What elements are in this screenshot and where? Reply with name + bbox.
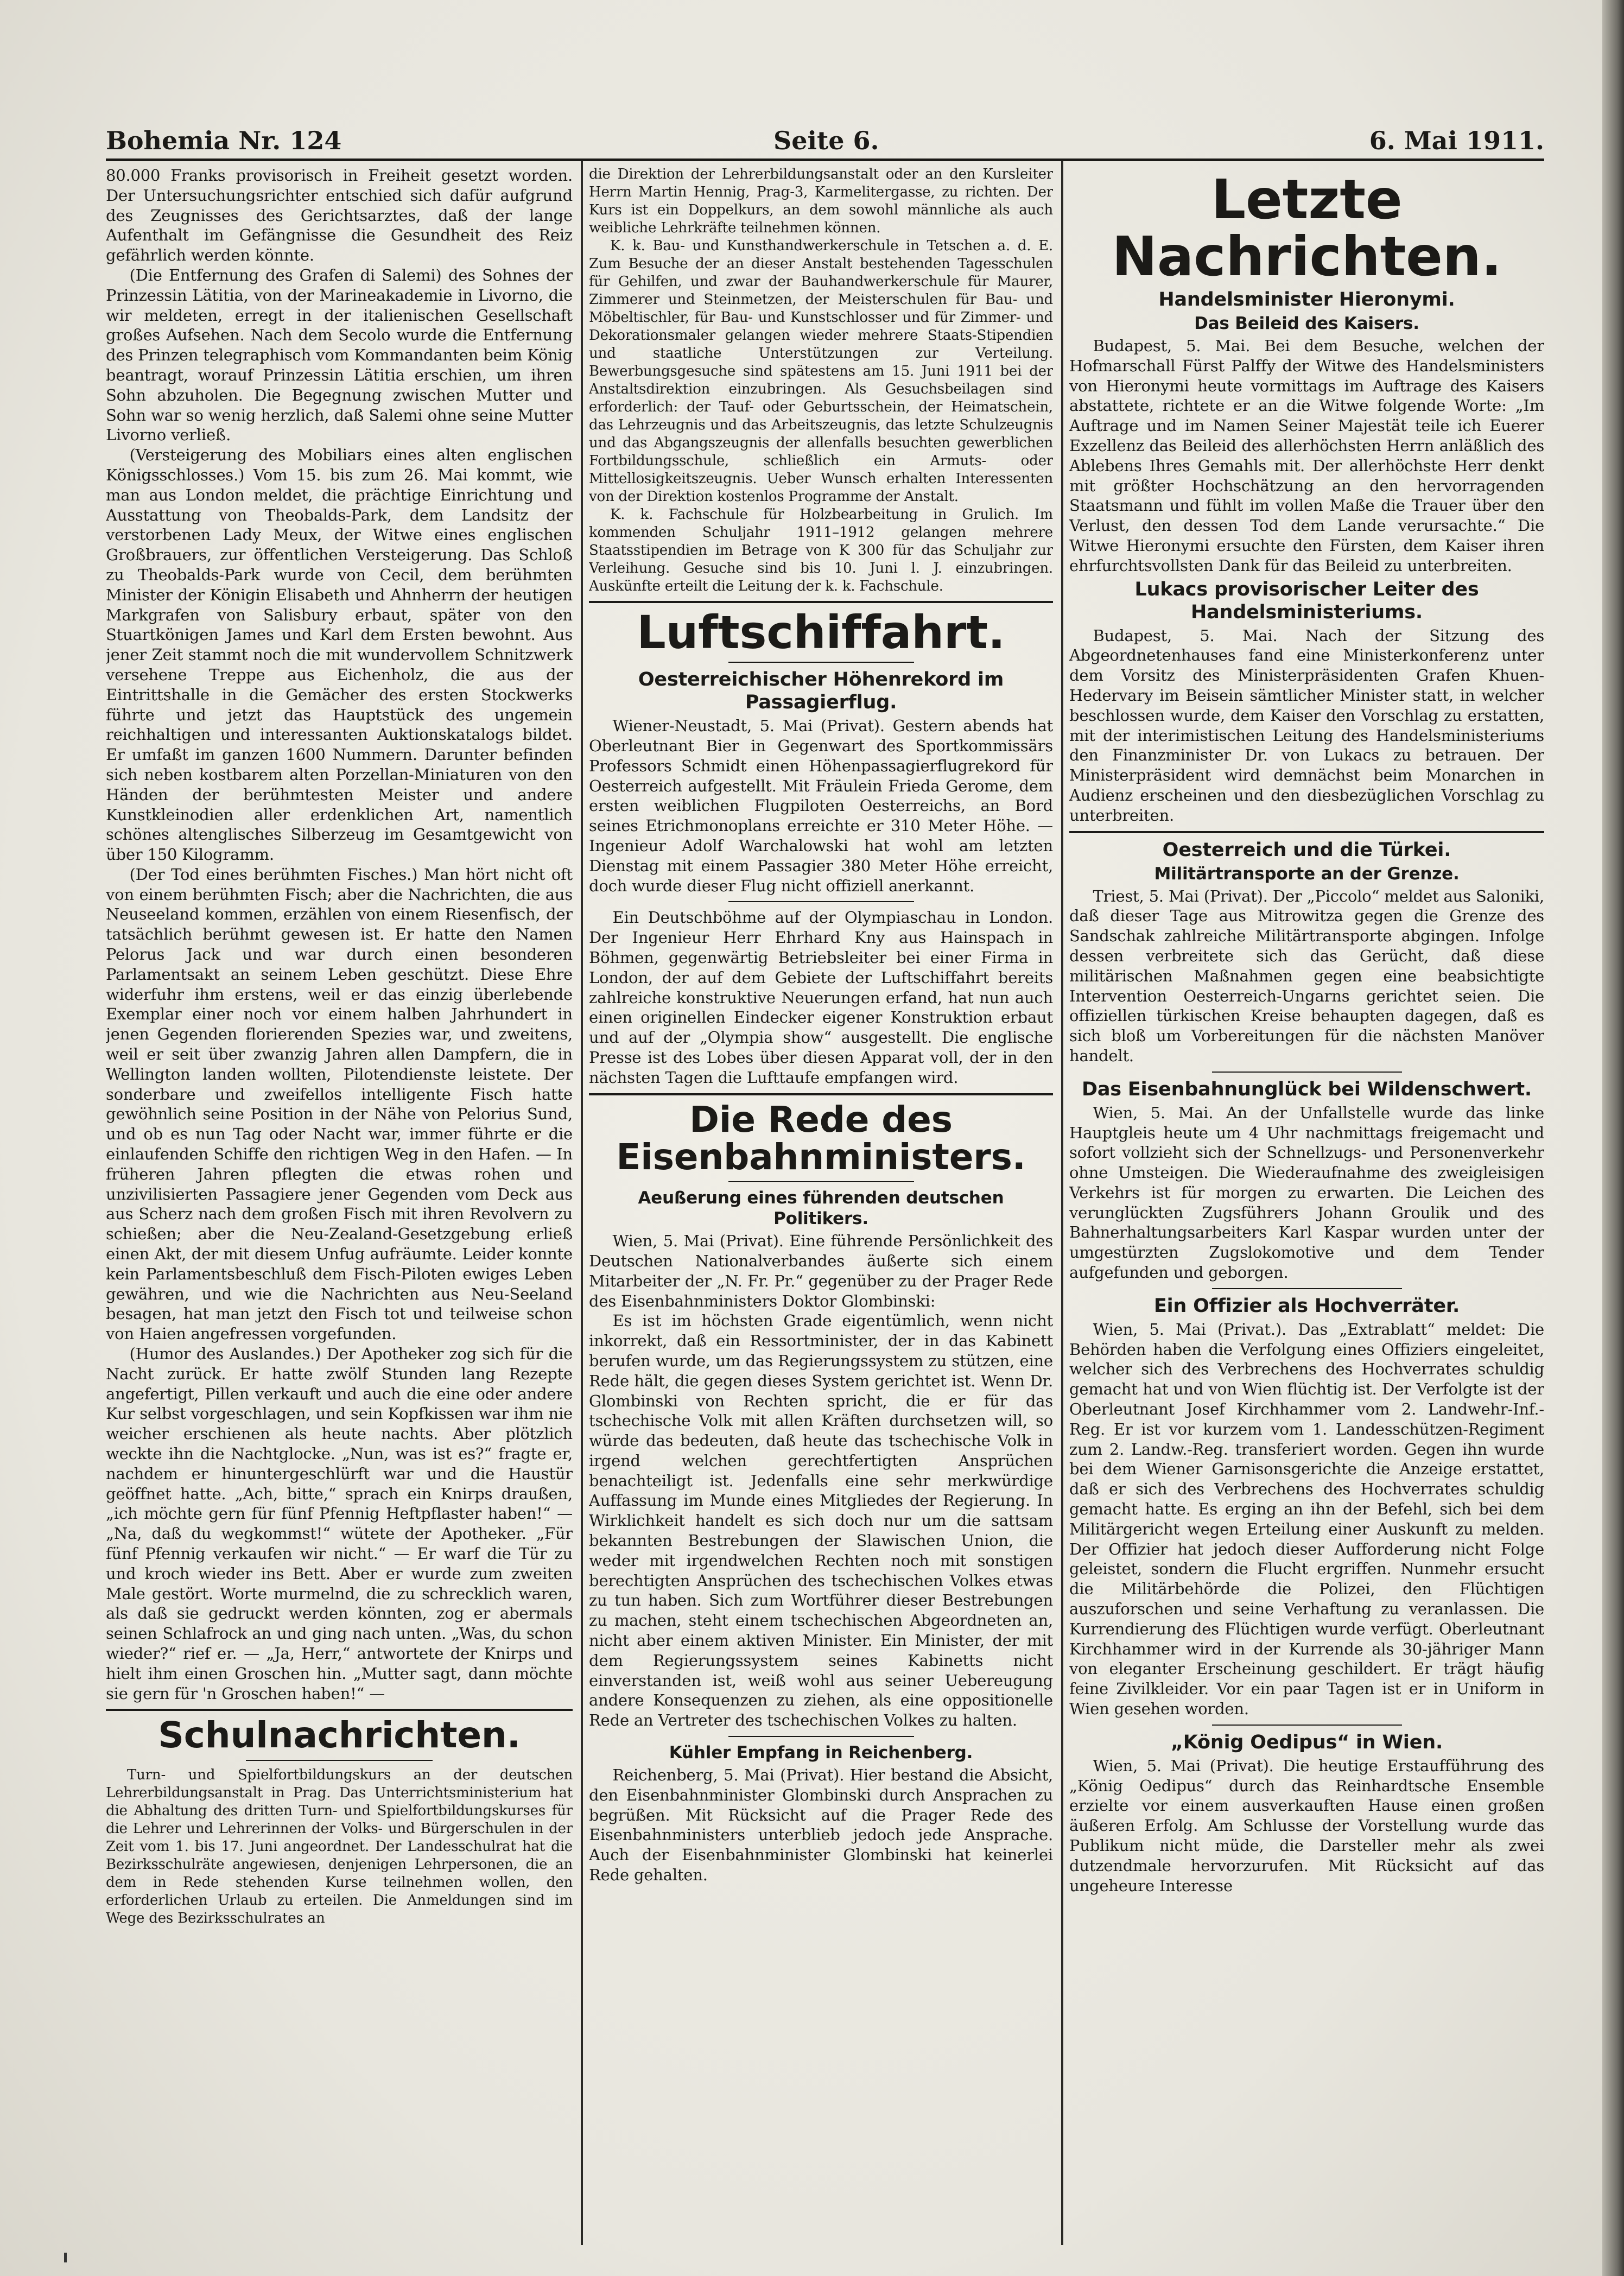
header-rule xyxy=(106,159,1544,161)
article-headline: Das Eisenbahnunglück bei Wildenschwert. xyxy=(1082,1078,1532,1100)
article-paragraph: Es ist im höchsten Grade eigentümlich, wenn nicht inkorrekt, daß ein Ressortminister, der in das Kabinett berufen wurde, um das Regierungssystem zu stützen, eine Rede hält, die gegen dieses System gerichtet ist. Wenn Dr. Glombinski von Rechten spricht, die er für das tschechische Volk mit allen Kräften durchsetzen will, so würde das bedeuten, daß heute das tschechische Volk in irgend welchen gerechtfertigten Ansprüchen benachteiligt ist. Jedenfalls eine sehr merkwürdige Auffassung im Munde eines Mitgliedes der Regierung. In Wirklichkeit handelt es sich doch nur um die sattsam bekannten Bestrebungen der Slawischen Union, die weder mit irgendwelchen Rechten noch mit sonstigen berechtigten Ansprüchen des tschechischen Volkes etwas zu tun haben. Sich zum Wortführer dieser Bestrebungen zu machen, steht einem tschechischen Abgeordneten an, nicht aber einem aktiven Minister. Ein Minister, der mit dem Regierungssystem seines Kabinetts nicht einverstanden ist, weiß wohl aus seiner Uebereugung andere Konsequenzen zu ziehen, als eine oppositionelle Rede an Vertreter des tschechischen Volkes zu halten. xyxy=(589,1311,1053,1730)
article-paragraph: die Direktion der Lehrerbildungsanstalt oder an den Kursleiter Herrn Martin Hennig, Prag-3, Karmelitergasse, zu richten. Der Kurs ist ein Doppelkurs, an dem sowohl männliche als auch weibliche Lehrkräfte teilnehmen können. xyxy=(589,166,1053,236)
article-paragraph: (Humor des Auslandes.) Der Apotheker zog sich für die Nacht zurück. Er hatte zwölf Stunden lang Rezepte angefertigt, Pillen verkauft und auch die eine oder andere Kur selbst vorgeschlagen, und sein Kopfkissen war ihm nie weicher erschienen als heute nachts. Aber plötzlich weckte ihn die Nachtglocke. „Nun, was ist es?“ fragte er, nachdem er hinuntergeschlürft war und die Haustür geöffnet hatte. „Ach, bitte,“ sprach ein Knirps draußen, „ich möchte gern für fünf Pfennig Heftpflaster haben!“ — „Na, daß du wegkommst!“ wütete der Apotheker. „Für fünf Pfennig verkaufen wir nicht.“ — Er warf die Tür zu und kroch wieder ins Bett. Aber er wurde zum zweiten Male gestört. Worte murmelnd, die zu schrecklich waren, als daß sie gedruckt werden könnten, zog er abermals seinen Schlafrock an und ging nach unten. „Was, du schon wieder?“ rief er. — „Ja, Herr,“ antwortete der Knirps und hielt ihm einen Groschen hin. „Mutter sagt, dann möchte sie gern für 'n Groschen haben!“ — xyxy=(106,1345,573,1703)
article-paragraph: (Der Tod eines berühmten Fisches.) Man hört nicht oft von einem berühmten Fisch; aber die Nachrichten, die aus Neuseeland kommen, erzählen von einem Riesenfisch, der tatsächlich berühmt gewesen ist. Er hatte den Namen Pelorus Jack und war durch einen besonderen Parlamentsakt an seinem Leben geschützt. Diese Ehre widerfuhr ihm erstens, weil er das einzig überlebende Exemplar einer noch vor einem halben Jahrhundert in jenen Gegenden florierenden Spezies war, und zweitens, weil er seit über zwanzig Jahren allen Dampfern, die in Wellington landen wollten, Pilotendienste leistete. Der sonderbare und zweifellos intelligente Fisch hatte gewöhnlich seine Position in der Nähe von Pelorius Sund, und ob es nun Tag oder Nacht war, immer führte er die einlaufenden Schiffe den richtigen Weg in den Hafen. — In früheren Jahren pflegten die etwas rohen und unzivilisierten Passagiere jener Gegenden vom Deck aus aus Scherz nach dem großen Fisch mit ihren Revolvern zu schießen; aber die Neu-Zealand-Gesetzgebung erließ einen Akt, der mit diesem Unfug aufräumte. Leider konnte kein Parlamentsbeschluß dem Fisch-Piloten ewiges Leben gewähren, und wie die Nachrichten aus Neu-Seeland besagen, hat man jetzt den Fisch tot und teilweise schon von Haien angefressen vorgefunden. xyxy=(106,865,573,1343)
header-date: 6. Mai 1911. xyxy=(1369,126,1544,155)
section-rule-short xyxy=(728,1736,914,1737)
scan-edge xyxy=(1602,0,1624,2276)
article-subheadline: Das Beileid des Kaisers. xyxy=(1194,314,1419,333)
article-paragraph: (Die Entfernung des Grafen di Salemi) des Sohnes der Prinzessin Lätitia, von der Marineakademie in Livorno, die wir meldeten, erregt in der italienischen Gesellschaft großes Aufsehen. Nach dem Secolo wurde die Entfernung des Prinzen telegraphisch vom Kommandanten beim König beantragt, worauf Prinzessin Lätitia erschien, um ihren Sohn abzuholen. Die Begegnung zwischen Mutter und Sohn war so wenig herzlich, daß Salemi ohne seine Mutter Livorno verließ. xyxy=(106,265,573,445)
article-headline: „König Oedipus“ in Wien. xyxy=(1170,1731,1443,1753)
section-rule-short xyxy=(1212,1288,1402,1289)
section-title-schulnachrichten: Schulnachrichten. xyxy=(158,1714,521,1757)
column-divider-2 xyxy=(1061,161,1063,2245)
article-headline: Ein Offizier als Hochverräter. xyxy=(1153,1295,1460,1317)
section-rule xyxy=(1069,831,1544,833)
article-paragraph: Wien, 5. Mai (Privat.). Das „Extrablatt“ meldet: Die Behörden haben die Verfolgung eines Offiziers eingeleitet, welcher sich des Verbrechens des Hochverrates schuldig gemacht hat und von Wien flüchtig ist. Der Verfolgte ist der Oberleutnant Josef Kirchhammer vom 2. Landwehr-Inf.-Reg. Er ist vor kurzem vom 1. Landesschützen-Regiment zum 2. Landw.-Reg. transferiert worden. Gegen ihn wurde bei dem Wiener Garnisonsgerichte die Anzeige erstattet, daß er sich des Verbrechens des Hochverrates schuldig gemacht hatte. Es erging an ihn der Befehl, sich bei dem Militärgericht wegen Erteilung einer Auskunft zu melden. Der Offizier hat jedoch dieser Aufforderung nicht Folge geleistet, sondern die Flucht ergriffen. Nunmehr ersucht die Militärbehörde die Polizei, den Flüchtigen auszuforschen und seine Verhaftung zu veranlassen. Die Kurrendierung des Flüchtigen wurde verfügt. Oberleutnant Kirchhammer wird in der Kurrende als 30-jähriger Mann von eleganter Erscheinung geschildert. Er trägt häufig feine Zivilkleider. Vor ein paar Tagen ist er in Uniform in Wien gesehen worden. xyxy=(1069,1320,1544,1719)
section-rule-short xyxy=(1212,1725,1402,1726)
article-paragraph: Wien, 5. Mai (Privat). Eine führende Persönlichkeit des Deutschen Nationalverbandes äußerte sich einem Mitarbeiter der „N. Fr. Pr.“ gegenüber zu der Prager Rede des Eisenbahnministers Doktor Glombinski: xyxy=(589,1232,1053,1310)
section-rule xyxy=(106,1709,573,1711)
article-paragraph: (Versteigerung des Mobiliars eines alten englischen Königsschlosses.) Vom 15. bis zum 26. Mai kommt, wie man aus London meldet, die prächtige Einrichtung und Ausstattung von Theobalds-Park, dem Landsitz der verstorbenen Lady Meux, der Witwe eines englischen Großbrauers, zur öffentlichen Versteigerung. Das Schloß zu Theobalds-Park wurde von Cecil, dem berühmten Minister der Königin Elisabeth und Ahnherrn der heutigen Markgrafen von Salisbury erbaut, später von den Stuartkönigen James und Karl dem Ersten bewohnt. Aus jener Zeit stammt noch die mit wundervollem Schnitzwerk versehene Treppe aus Eichenholz, die aus der Eintrittshalle in die Gemächer des ersten Stockwerks führte und jetzt das Hauptstück des ungemein reichhaltigen und interessanten Auktionskatalogs bildet. Er umfaßt im ganzen 1600 Nummern. Darunter befinden sich neben kostbarem alten Porzellan-Miniaturen von den Händen der berühmtesten Meister und andere Kunstkleinodien aller erdenklichen Art, namentlich schönes altenglisches Silberzeug im Gesamtgewicht von über 150 Kilogramm. xyxy=(106,446,573,864)
article-headline: Kühler Empfang in Reichenberg. xyxy=(669,1743,973,1763)
section-title-luftschiffahrt: Luftschiffahrt. xyxy=(637,606,1005,659)
section-rule xyxy=(589,1093,1053,1095)
section-rule xyxy=(589,601,1053,603)
article-paragraph: Triest, 5. Mai (Privat). Der „Piccolo“ meldet aus Saloniki, daß dieser Tage aus Mitrowitza gegen die Grenze des Sandschak zahlreiche Militärtransporte abgingen. Infolge dessen verbreitete sich das Gerücht, daß diese militärischen Maßnahmen gegen eine beabsichtigte Intervention Oesterreich-Ungarns gerichtet seien. Die offiziellen türkischen Kreise behaupten dagegen, daß es sich bloß um Vorbereitungen für die nächsten Manöver handelt. xyxy=(1069,886,1544,1065)
section-rule-short xyxy=(246,1760,433,1761)
article-headline: Oesterreichischer Höhenrekord im Passagierflug. xyxy=(638,669,1004,714)
column-divider-1 xyxy=(581,161,583,2245)
article-paragraph: Turn- und Spielfortbildungskurs an der deutschen Lehrerbildungsanstalt in Prag. Das Unterrichtsministerium hat die Abhaltung des dritten Turn- und Spielfortbildungskurses für die Lehrer und Lehrerinnen der Volks- und Bürgerschulen in der Zeit vom 1. bis 17. Juni angeordnet. Der Landesschulrat hat die Bezirksschulräte angewiesen, denjenigen Lehrpersonen, die an dem in Rede stehenden Kurse teilnehmen wollen, den erforderlichen Urlaub zu erteilen. Die Anmeldungen sind im Wege des Bezirksschulrates an xyxy=(106,1766,573,1926)
article-headline: Handelsminister Hieronymi. xyxy=(1158,289,1455,310)
article-paragraph: Wien, 5. Mai. An der Unfallstelle wurde das linke Hauptgleis heute um 4 Uhr nachmittags freigemacht und sofort vollzieht sich der Schnellzugs- und Personenverkehr ohne Umsteigen. Die Wiederaufnahme des zweigleisigen Verkehrs ist für morgen zu erwarten. Die Leichen des verunglückten Zugsführers Johann Groulik und des Bahnerhaltungsarbeiters Karl Kaspar wurden unter der umgestürzten Zugslokomotive und dem Tender aufgefunden und geborgen. xyxy=(1069,1103,1544,1282)
article-paragraph: K. k. Bau- und Kunsthandwerkerschule in Tetschen a. d. E. Zum Besuche der an dieser Anstalt bestehenden Tagesschulen für Gehilfen, und zwar der Bauhandwerkerschule für Maurer, Zimmerer und Steinmetzen, der Meisterschulen für Bau- und Möbeltischler, für Bau- und Kunstschlosser und für Zimmer- und Dekorationsmaler gelangen wieder mehrere Staats-Stipendien und staatliche Unterstützungen zur Verteilung. Bewerbungsgesuche sind spätestens am 15. Juni 1911 bei der Anstaltsdirektion einzubringen. Als Gesuchsbeilagen sind erforderlich: der Tauf- oder Geburtsschein, der Heimatschein, das Lehrzeugnis und das Arbeitszeugnis, das letzte Schulzeugnis und das Abgangszeugnis der allenfalls besuchten gewerblichen Fortbildungsschule, schließlich ein Armuts- oder Mittellosigkeitszeugnis. Ueber Wunsch erhalten Interessenten von der Direktion kostenlos Programme der Anstalt. xyxy=(589,238,1053,505)
article-paragraph: Budapest, 5. Mai. Bei dem Besuche, welchen der Hofmarschall Fürst Palffy der Witwe des Handelsministers von Hieronymi heute vormittags im Auftrage des Kaisers abstattete, richtete er an die Witwe folgende Worte: „Im Auftrage und im Namen Seiner Majestät teile ich Euerer Exzellenz das Beileid des allerhöchsten Herrn anläßlich des Ablebens Ihres Gemahls mit. Der allerhöchste Herr denkt mit größter Hochschätzung an den hervorragenden Staatsmann und fühlt im vollen Maße die Trauer über den Verlust, den dessen Tod dem Lande verursachte.“ Die Witwe Hieronymi ersuchte den Fürsten, dem Kaiser ihren ehrfurchtsvollsten Dank für das Beileid zu unterbreiten. xyxy=(1069,337,1544,575)
article-paragraph: 80.000 Franks provisorisch in Freiheit gesetzt worden. Der Untersuchungsrichter entschied sich dafür aufgrund des Zeugnisses des Gerichtsarztes, daß der lange Aufenthalt im Gefängnisse die Gesundheit des Reiz gefährlich werden könnte. xyxy=(106,166,573,265)
article-paragraph: Budapest, 5. Mai. Nach der Sitzung des Abgeordnetenhauses fand eine Ministerkonferenz unter dem Vorsitz des Ministerpräsidenten Grafen Khuen-Hedervary im Beisein sämtlicher Minister statt, in welcher beschlossen wurde, dem Kaiser den Vorschlag zu erstatten, mit der interimistischen Leitung des Handelsministeriums den Finanzminister Dr. von Lukacs zu betrauen. Der Ministerpräsident wird demnächst beim Monarchen in Audienz erscheinen und den diesbezüglichen Vorschlag zu unterbreiten. xyxy=(1069,626,1544,825)
header-masthead: Bohemia Nr. 124 xyxy=(106,126,342,155)
article-paragraph: Wien, 5. Mai (Privat). Die heutige Erstaufführung des „König Oedipus“ durch das Reinhardtsche Ensemble erzielte vor einem ausverkauften Hause einen großen äußeren Erfolg. Am Schlusse der Vorstellung wurde das Publikum nicht müde, die Darsteller mehr als zwei dutzendmale hervorzurufen. Mit Rücksicht auf das ungeheure Interesse xyxy=(1069,1756,1544,1895)
article-headline: Oesterreich und die Türkei. xyxy=(1162,839,1451,861)
article-subheadline: Militärtransporte an der Grenze. xyxy=(1154,864,1460,884)
section-rule-short xyxy=(728,662,914,663)
page-header xyxy=(106,121,1544,159)
article-paragraph: Wiener-Neustadt, 5. Mai (Privat). Gestern abends hat Oberleutnant Bier in Gegenwart des Sportkommissärs Professors Schmidt einen Höhenpassagierflugrekord für Oesterreich aufgestellt. Mit Fräulein Frieda Gerome, dem ersten weiblichen Flugpiloten Oesterreichs, an Bord seines Etrichmonoplans erreichte er 310 Meter Höhe. — Ingenieur Adolf Warchalowski hat wohl am letzten Dienstag mit einem Passagier 380 Meter Höhe erreicht, doch wurde dieser Flug nicht offiziell anerkannt. xyxy=(589,717,1053,895)
column-3 xyxy=(1069,166,1544,2239)
section-rule-short xyxy=(728,1181,914,1182)
article-paragraph: Reichenberg, 5. Mai (Privat). Hier bestand die Absicht, den Eisenbahnminister Glombinski durch Ansprachen zu begrüßen. Mit Rücksicht auf die Prager Rede des Eisenbahnministers unterblieb jedoch jede Ansprache. Auch der Eisenbahnminister Glombinski hat keinerlei Rede gehalten. xyxy=(589,1766,1053,1885)
section-title-rede: Die Rede des Eisenbahnministers. xyxy=(616,1098,1026,1178)
column-1 xyxy=(106,166,573,2239)
column-2 xyxy=(589,166,1053,2239)
article-paragraph: K. k. Fachschule für Holzbearbeitung in Grulich. Im kommenden Schuljahr 1911–1912 gelangen mehrere Staatsstipendien im Betrage von K 300 für das Schuljahr zur Verleihung. Gesuche sind bis 10. Juni l. J. einzubringen. Auskünfte erteilt die Leitung der k. k. Fachschule. xyxy=(589,506,1053,594)
scan-artifact xyxy=(64,2253,67,2262)
article-paragraph: Ein Deutschböhme auf der Olympiaschau in London. Der Ingenieur Herr Ehrhard Kny aus Hainspach in Böhmen, gegenwärtig Betriebsleiter bei einer Firma in London, der auf dem Gebiete der Luftschiffahrt bereits zahlreiche konstruktive Neuerungen erfand, hat nun auch einen originellen Eindecker eigener Konstruktion erbaut und auf der „Olympia show“ ausgestellt. Die englische Presse ist des Lobes über diesen Apparat voll, der in den nächsten Tagen die Lufttaufe empfangen wird. xyxy=(589,908,1053,1087)
article-headline: Aeußerung eines führenden deutschen Politikers. xyxy=(638,1188,1004,1229)
section-rule-short xyxy=(728,901,914,902)
article-headline: Lukacs provisorischer Leiter des Handelsministeriums. xyxy=(1134,578,1479,623)
section-rule-short xyxy=(1212,1072,1402,1073)
header-page-number: Seite 6. xyxy=(773,126,879,155)
section-title-letzte-nachrichten: Letzte Nachrichten. xyxy=(1112,168,1502,288)
